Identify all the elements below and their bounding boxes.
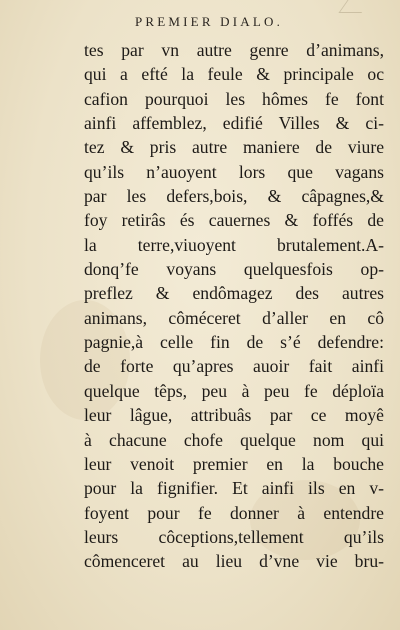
text-line: leur lâgue, attribuâs par ce moyê — [84, 405, 384, 426]
text-line: animans, côméceret d’aller en cô — [84, 307, 384, 328]
text-line: pagnie,à celle fin de s’é defendre: — [84, 332, 384, 353]
text-line: cafion pourquoi les hômes fe font — [84, 88, 384, 109]
text-line: leur venoit premier en la bouche — [84, 453, 384, 474]
text-line: pour la fignifier. Et ainfi ils en v- — [84, 478, 384, 499]
page-corner-mark — [338, 0, 370, 13]
running-head: PREMIER DIALO. — [134, 14, 284, 29]
body-text — [84, 38, 384, 574]
text-line: donq’fe voyans quelquesfois op- — [84, 259, 384, 280]
text-line: qu’ils n’auoyent lors que vagans — [84, 161, 384, 182]
text-line: tez & pris autre maniere de viure — [84, 137, 384, 158]
text-line: quelque têps, peu à peu fe déploïa — [84, 380, 384, 401]
text-line: leurs côceptions,tellement qu’ils — [84, 526, 384, 547]
text-line: de forte qu’apres auoir fait ainfi — [84, 356, 384, 377]
text-line: par les defers,bois, & câpagnes,& — [84, 186, 384, 207]
text-line: preflez & endômagez des autres — [84, 283, 384, 304]
text-line: à chacune chofe quelque nom qui — [84, 429, 384, 450]
text-line: foy retirâs és cauernes & foffés de — [84, 210, 384, 231]
text-line: cômenceret au lieu d’vne vie bru- — [84, 551, 384, 572]
text-line: qui a efté la feule & principale oc — [84, 64, 384, 85]
text-line: ainfi affemblez, edifié Villes & ci- — [84, 113, 384, 134]
text-line: la terre,viuoyent brutalement.A- — [84, 234, 384, 255]
text-line: tes par vn autre genre d’animans, — [84, 40, 384, 60]
text-line: foyent pour fe donner à entendre — [84, 502, 384, 523]
